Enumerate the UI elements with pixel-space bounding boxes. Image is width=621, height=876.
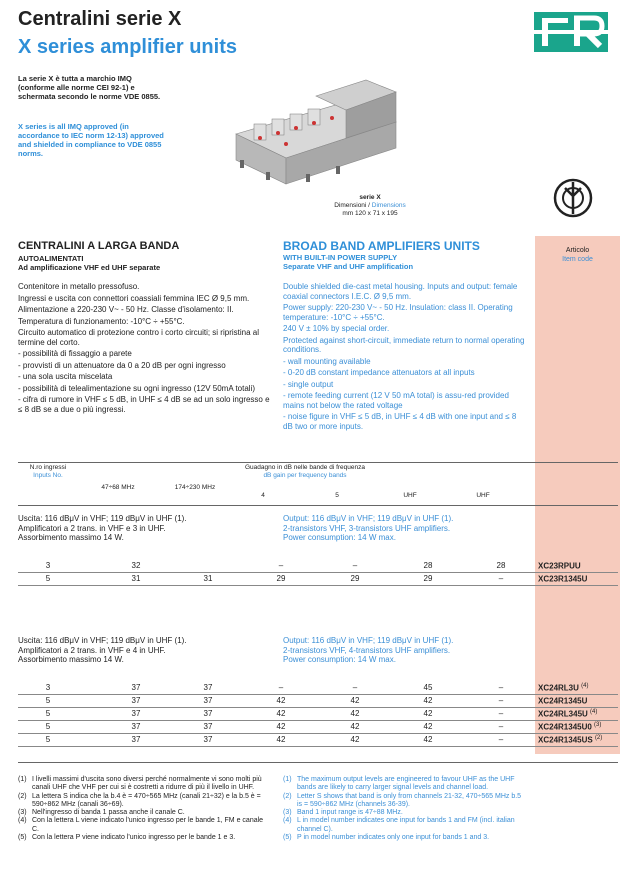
item-code: XC23R1345U [538, 574, 588, 584]
table-row: 5 37 37 42 42 42 – XC24RL345U $^{(4)}$ [18, 708, 618, 721]
item-code-column [535, 236, 620, 754]
table-row: 5 37 37 42 42 42 – XC24R1345U [18, 695, 618, 708]
item-code: XC24R1345US $^{(2)}$ [538, 735, 603, 745]
group2-spec-en: Output: 116 dBμV in VHF; 119 dBμV in UHF (1). 2-transistors VHF, 4-transistors UHF amplifiers. Power consumption: 14 W max. [283, 636, 454, 664]
section-title-en: BROAD BAND AMPLIFIERS UNITS [283, 239, 480, 253]
group1-spec-it: Uscita: 116 dBμV in VHF; 119 dBμV in UHF (1). Amplificatori a 2 trans. in VHF e 3 in UHF. Assorbimento massimo 14 W. [18, 514, 187, 542]
item-code: XC24RL3U $^{(4)}$ [538, 683, 589, 693]
table-top-rule [18, 462, 618, 463]
footnote: (2) Letter S shows that band is only from channels 21-32, 470÷565 MHz b.5 is = 590÷862 MHz (channels 36-39). [283, 792, 522, 808]
table-row: 5 37 37 42 42 42 – XC24R1345US $^{(2)}$ [18, 734, 618, 747]
footnotes-en [283, 776, 523, 842]
col-uhf-2: UHF [476, 492, 490, 499]
item-code: XC23RPUU [538, 561, 581, 571]
col-band5: 5 [335, 492, 339, 499]
col-47-68: 47÷68 MHz [101, 484, 135, 491]
footnote: (1) I livelli massimi d'uscita sono diversi perché normalmente vi sono molti più canali UHF che VHF per cui si è costretti a ridurre di più il livello in UHF. [18, 776, 262, 792]
item-code: XC24R1345U0 $^{(3)}$ [538, 722, 602, 732]
product-caption [310, 194, 430, 218]
group2-spec-it: Uscita: 116 dBμV in VHF; 119 dBμV in UHF (1). Amplificatori a 2 trans. in VHF e 4 in UHF. Assorbimento massimo 14 W. [18, 636, 187, 664]
product-size: mm 120 x 71 x 195 [342, 210, 398, 217]
footnote: (4) L in model number indicates one input for bands 1 and FM (incl. italian channel C). [283, 817, 515, 833]
notes-rule [18, 762, 618, 763]
col-174-230: 174÷230 MHz [174, 484, 216, 491]
col-uhf-1: UHF [403, 492, 417, 499]
table-row: 3 32 – – 28 28 XC23RPUU [18, 560, 618, 573]
dim-it: Dimensioni / [334, 202, 370, 209]
description-en: Double shielded die-cast metal housing. Inputs and output: female coaxial connectors I.E.C. Ø 9,5 mm. Power supply: 220-230 V~ - 50 Hz. Insulation: class II. Operating temperature: -10°C ÷ +55°C. 240 V ± 10% by special order. Protected against short-circuit, immediate return to normal operating conditions. - wall mounting available - 0-20 dB constant impedance attenuators at all inputs - single output - remote feeding current (12 V 50 mA total) is assu-red provided mains not below the rated voltage - noise figure in VHF ≤ 5 dB, in UHF ≤ 4 dB with one input and ≤ 8 dB two or more inputs. [283, 282, 525, 431]
group1-spec-en: Output: 116 dBμV in VHF; 119 dBμV in UHF (1). 2-transistors VHF, 3-transistors UHF amplifiers. Power consumption: 14 W max. [283, 514, 454, 542]
intro-text-it: La serie X è tutta a marchio IMQ (conforme alle norme CEI 92-1) e schermata secondo le norme VDE 0855. [18, 74, 161, 101]
item-code-label: Articolo Item code [562, 247, 593, 263]
col-band4: 4 [261, 492, 265, 499]
footnote: (3) Band 1 input range is 47÷88 MHz. [283, 809, 403, 817]
section-title-it: CENTRALINI A LARGA BANDA [18, 240, 180, 252]
page-title-it: Centralini serie X [18, 8, 182, 30]
footnote: (2) La lettera S indica che la b.4 è = 470÷565 MHz (canali 21÷32) e la b.5 è = 590÷862 MHz (canali 36÷69). [18, 792, 261, 808]
fr-logo [534, 12, 608, 52]
footnote: (1) The maximum output levels are engineered to favour UHF as the UHF bands are likely to carry larger signal levels and channel load. [283, 776, 515, 792]
description-it: Contenitore in metallo pressofuso. Ingressi e uscita con connettori coassiali femmina IEC Ø 9,5 mm. Alimentazione a 220-230 V~ - 50 Hz. Classe d'isolamento: II. Temperatura di funzionamento: -10°C ÷ +55°C. Circuito automatico di protezione contro i corto circuiti; si ripristina al termine del corto. - possibilità di fissaggio a parete - provvisti di un attenuatore da 0 a 20 dB per ogni ingresso - una sola uscita miscelata - possibilità di telealimentazione su ogni ingresso (12V 50mA totali) - cifra di rumore in VHF ≤ 5 dB, in UHF ≤ 4 dB se ad un solo ingresso e ≤ 8 dB se a due o più ingressi. [18, 282, 270, 414]
section-sub-it: AUTOALIMENTATI Ad amplificazione VHF ed UHF separate [18, 254, 161, 272]
table-row: 5 31 31 29 29 29 – XC23R1345U [18, 573, 618, 586]
gain-header: Guadagno in dB nelle bande di frequenza dB gain per frequency bands [245, 464, 365, 479]
inputs-header: N.ro ingressi Inputs No. [29, 464, 67, 479]
footnote: (5) P in model number indicates only one input for bands 1 and 3. [283, 834, 490, 842]
footnote: (3) Nell'ingresso di banda 1 passa anche il canale C. [18, 809, 185, 817]
table-row: 3 37 37 – – 45 – XC24RL3U $^{(4)}$ [18, 682, 618, 695]
product-series: serie X [359, 194, 381, 201]
page-title-en: X series amplifier units [18, 36, 237, 58]
section-sub-en: WITH BUILT-IN POWER SUPPLY Separate VHF and UHF amplification [283, 253, 414, 271]
footnote: (5) Con la lettera P viene indicato l'unico ingresso per le bande 1 e 3. [18, 834, 236, 842]
dim-en: Dimensions [371, 202, 406, 209]
intro-text-en: X series is all IMQ approved (in accordance to IEC norm 12-13) approved and shielded in compliance to VDE 0855 norms. [18, 122, 164, 158]
imq-mark-icon [553, 178, 593, 218]
footnote: (4) Con la lettera L viene indicato l'unico ingresso per le bande 1, FM e canale C. [18, 817, 264, 833]
amplifier-product-image [226, 72, 402, 200]
footnotes-it [18, 776, 270, 842]
item-code: XC24RL345U $^{(4)}$ [538, 709, 598, 719]
item-code: XC24R1345U [538, 696, 588, 706]
table-header-rule [18, 505, 618, 506]
table-row: 5 37 37 42 42 42 – XC24R1345U0 $^{(3)}$ [18, 721, 618, 734]
